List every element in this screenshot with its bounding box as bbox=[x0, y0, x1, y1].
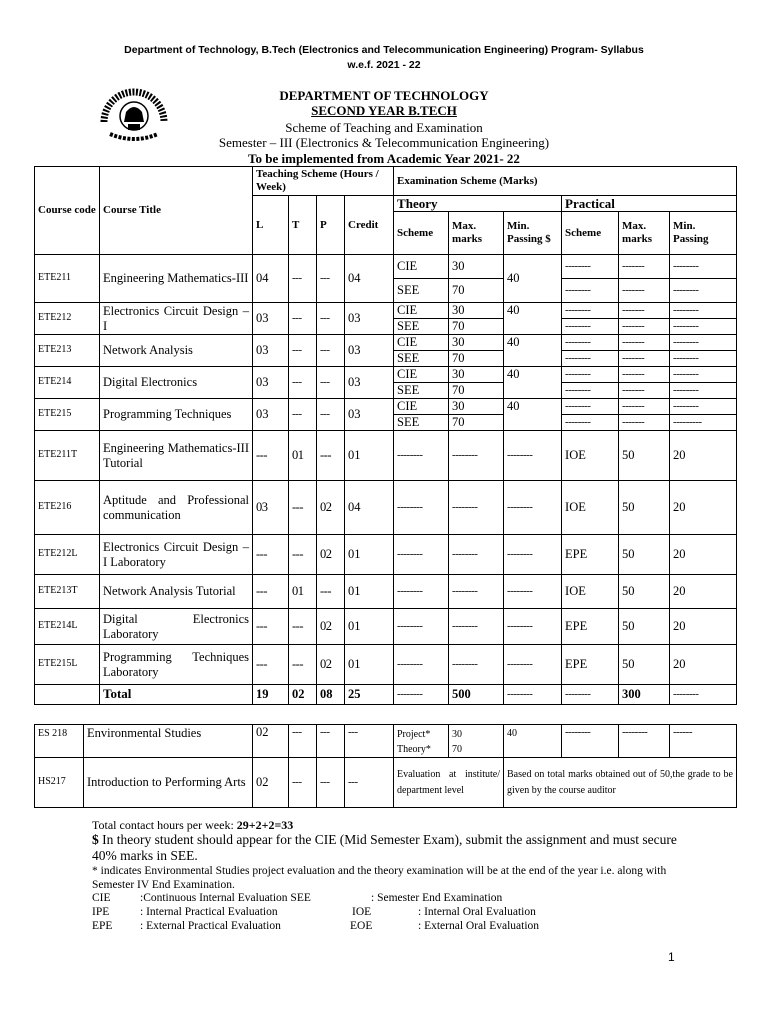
header-course-code: Course code bbox=[35, 167, 100, 255]
theory-scheme: -------- bbox=[394, 645, 449, 685]
practical-min: -------- bbox=[670, 383, 737, 399]
header-t: T bbox=[289, 196, 317, 255]
total-label: Total bbox=[100, 685, 253, 705]
practical-scheme: -------- bbox=[562, 399, 619, 415]
practical-max: 50 bbox=[619, 481, 670, 535]
theory-scheme: CIE bbox=[394, 367, 449, 383]
theory-min: 40 bbox=[504, 303, 562, 335]
header-min-passing: Min. Passing $ bbox=[504, 212, 562, 255]
theory-scheme: -------- bbox=[394, 481, 449, 535]
hours-p: --- bbox=[317, 335, 345, 367]
theory-min: 40 bbox=[504, 255, 562, 303]
theory-max: 70 bbox=[449, 415, 504, 431]
scheme-table bbox=[34, 166, 737, 705]
practical-min: -------- bbox=[670, 351, 737, 367]
theory-min: -------- bbox=[504, 575, 562, 609]
hours-p: --- bbox=[317, 255, 345, 303]
theory-scheme: CIE bbox=[394, 255, 449, 279]
hours-t: --- bbox=[289, 335, 317, 367]
practical-min: -------- bbox=[670, 399, 737, 415]
practical-scheme: -------- bbox=[562, 367, 619, 383]
course-code: ETE215L bbox=[35, 645, 100, 685]
theory-max: 30 bbox=[449, 303, 504, 319]
credit: 01 bbox=[345, 645, 394, 685]
extra-credit: --- bbox=[345, 758, 394, 808]
practical-max: 50 bbox=[619, 645, 670, 685]
total-l: 19 bbox=[253, 685, 289, 705]
theory-min: 40 bbox=[504, 335, 562, 367]
extra-code: ES 218 bbox=[35, 725, 84, 758]
practical-max: ------- bbox=[619, 303, 670, 319]
course-title: Engineering Mathematics-III Tutorial bbox=[100, 431, 253, 481]
extra-max-2: 70 bbox=[452, 744, 462, 755]
header-p: P bbox=[317, 196, 345, 255]
hours-l: 04 bbox=[253, 255, 289, 303]
practical-min: 20 bbox=[670, 609, 737, 645]
hours-p: 02 bbox=[317, 481, 345, 535]
theory-max: 30 bbox=[449, 255, 504, 279]
credit: 01 bbox=[345, 575, 394, 609]
table-row bbox=[35, 481, 737, 535]
practical-min: -------- bbox=[670, 255, 737, 279]
practical-max: 50 bbox=[619, 535, 670, 575]
theory-min: -------- bbox=[504, 609, 562, 645]
abbr-key: EPE bbox=[92, 920, 113, 932]
practical-min: -------- bbox=[670, 279, 737, 303]
semester-title: Semester – III (Electronics & Telecommunication Engineering) bbox=[218, 135, 550, 150]
hours-t: --- bbox=[289, 255, 317, 303]
header-credit: Credit bbox=[345, 196, 394, 255]
credit: 01 bbox=[345, 535, 394, 575]
practical-scheme: -------- bbox=[562, 319, 619, 335]
extra-p: --- bbox=[317, 725, 345, 758]
hours-t: 01 bbox=[289, 575, 317, 609]
hours-p: 02 bbox=[317, 535, 345, 575]
total-row bbox=[35, 685, 737, 705]
course-title: Programming Techniques Laboratory bbox=[100, 645, 253, 685]
extra-title: Environmental Studies bbox=[84, 725, 253, 758]
total-min: -------- bbox=[504, 685, 562, 705]
practical-scheme: EPE bbox=[562, 645, 619, 685]
theory-min: -------- bbox=[504, 481, 562, 535]
course-title: Digital Electronics Laboratory bbox=[100, 609, 253, 645]
hours-l: 03 bbox=[253, 367, 289, 399]
page-number: 1 bbox=[668, 950, 675, 964]
theory-scheme: -------- bbox=[394, 575, 449, 609]
hours-t: 01 bbox=[289, 431, 317, 481]
header-p-min: Min. Passing bbox=[670, 212, 737, 255]
practical-scheme: EPE bbox=[562, 535, 619, 575]
abbr-key2: EOE bbox=[350, 920, 373, 932]
practical-scheme: -------- bbox=[562, 415, 619, 431]
abbr-desc: : External Practical Evaluation bbox=[140, 920, 281, 932]
theory-scheme: SEE bbox=[394, 351, 449, 367]
header-l: L bbox=[253, 196, 289, 255]
practical-min: 20 bbox=[670, 535, 737, 575]
theory-scheme: CIE bbox=[394, 399, 449, 415]
theory-max: -------- bbox=[449, 575, 504, 609]
hours-l: --- bbox=[253, 431, 289, 481]
star-note: * indicates Environmental Studies project evaluation and the theory examination will be at the end of the year i.e. along with Semester IV End Examination. bbox=[92, 865, 667, 891]
hours-p: --- bbox=[317, 303, 345, 335]
practical-scheme: -------- bbox=[562, 335, 619, 351]
course-code: ETE211T bbox=[35, 431, 100, 481]
hours-p: --- bbox=[317, 399, 345, 431]
abbr-key: CIE bbox=[92, 892, 111, 904]
extra-title: Introduction to Performing Arts bbox=[84, 758, 253, 808]
theory-min: 40 bbox=[504, 367, 562, 399]
theory-scheme: SEE bbox=[394, 383, 449, 399]
practical-max: ------- bbox=[619, 383, 670, 399]
hours-p: 02 bbox=[317, 609, 345, 645]
total-p: 08 bbox=[317, 685, 345, 705]
hours-l: --- bbox=[253, 645, 289, 685]
practical-max: ------- bbox=[619, 279, 670, 303]
course-title: Programming Techniques bbox=[100, 399, 253, 431]
practical-min: 20 bbox=[670, 645, 737, 685]
hours-p: --- bbox=[317, 575, 345, 609]
practical-scheme: IOE bbox=[562, 431, 619, 481]
extra-p-min: ------ bbox=[670, 725, 737, 758]
theory-max: -------- bbox=[449, 645, 504, 685]
dollar-note-text: In theory student should appear for the CIE (Mid Semester Exam), submit the assignment and must secure 40% marks in SEE. bbox=[92, 832, 677, 863]
table-row bbox=[35, 725, 737, 758]
practical-min: 20 bbox=[670, 431, 737, 481]
theory-min: -------- bbox=[504, 431, 562, 481]
extra-p-max: -------- bbox=[619, 725, 670, 758]
extra-p-scheme: -------- bbox=[562, 725, 619, 758]
total-t: 02 bbox=[289, 685, 317, 705]
extra-credit: --- bbox=[345, 725, 394, 758]
course-code: ETE214L bbox=[35, 609, 100, 645]
theory-max: 30 bbox=[449, 399, 504, 415]
practical-min: --------- bbox=[670, 415, 737, 431]
theory-min: -------- bbox=[504, 645, 562, 685]
implement-title: To be implemented from Academic Year 2021- 22 bbox=[248, 151, 520, 166]
practical-max: 50 bbox=[619, 575, 670, 609]
header-exam-scheme: Examination Scheme (Marks) bbox=[394, 167, 737, 196]
header-practical: Practical bbox=[562, 196, 737, 212]
credit: 03 bbox=[345, 399, 394, 431]
table-row bbox=[35, 255, 737, 279]
extra-max-1: 30 bbox=[452, 729, 462, 740]
extra-t: --- bbox=[289, 758, 317, 808]
contact-hours bbox=[92, 818, 692, 832]
extra-eval: Evaluation at institute/ department level bbox=[394, 758, 504, 808]
hours-l: --- bbox=[253, 609, 289, 645]
header-p-max: Max. marks bbox=[619, 212, 670, 255]
theory-max: -------- bbox=[449, 481, 504, 535]
practical-max: ------- bbox=[619, 399, 670, 415]
abbr-key2: IOE bbox=[352, 906, 372, 918]
table-row bbox=[35, 367, 737, 383]
hours-l: --- bbox=[253, 535, 289, 575]
practical-max: ------- bbox=[619, 335, 670, 351]
course-code: ETE212L bbox=[35, 535, 100, 575]
extra-l: 02 bbox=[253, 725, 289, 758]
abbr-desc2: : External Oral Evaluation bbox=[418, 920, 540, 932]
dept-title: DEPARTMENT OF TECHNOLOGY bbox=[279, 88, 489, 103]
extra-scheme-1: Project* bbox=[397, 729, 431, 740]
dollar-note bbox=[92, 832, 682, 864]
theory-scheme: CIE bbox=[394, 335, 449, 351]
practical-max: ------- bbox=[619, 367, 670, 383]
credit: 01 bbox=[345, 431, 394, 481]
extra-p: --- bbox=[317, 758, 345, 808]
theory-scheme: -------- bbox=[394, 535, 449, 575]
hours-t: --- bbox=[289, 399, 317, 431]
practical-max: ------- bbox=[619, 319, 670, 335]
extra-t: --- bbox=[289, 725, 317, 758]
practical-max: 50 bbox=[619, 609, 670, 645]
dollar-symbol: $ bbox=[92, 832, 99, 847]
practical-scheme: IOE bbox=[562, 481, 619, 535]
credit: 03 bbox=[345, 335, 394, 367]
theory-max: 70 bbox=[449, 279, 504, 303]
course-title: Electronics Circuit Design –I Laboratory bbox=[100, 535, 253, 575]
table-row bbox=[35, 535, 737, 575]
practical-max: ------- bbox=[619, 415, 670, 431]
header-course-title: Course Title bbox=[100, 167, 253, 255]
course-code: ETE212 bbox=[35, 303, 100, 335]
total-max: 500 bbox=[449, 685, 504, 705]
total-p-min: -------- bbox=[670, 685, 737, 705]
course-code: ETE213T bbox=[35, 575, 100, 609]
extra-scheme-2: Theory* bbox=[397, 744, 431, 755]
table-row bbox=[35, 645, 737, 685]
theory-max: -------- bbox=[449, 535, 504, 575]
abbr-desc2: : Internal Oral Evaluation bbox=[418, 906, 536, 918]
hours-l: --- bbox=[253, 575, 289, 609]
table-row bbox=[35, 399, 737, 415]
table-row bbox=[35, 335, 737, 351]
hours-l: 03 bbox=[253, 335, 289, 367]
theory-scheme: SEE bbox=[394, 319, 449, 335]
practical-min: -------- bbox=[670, 367, 737, 383]
theory-scheme: SEE bbox=[394, 415, 449, 431]
course-title: Network Analysis bbox=[100, 335, 253, 367]
credit: 04 bbox=[345, 255, 394, 303]
abbr-desc2: : Semester End Examination bbox=[371, 892, 503, 904]
course-title: Engineering Mathematics-III bbox=[100, 255, 253, 303]
theory-max: 70 bbox=[449, 319, 504, 335]
practical-min: -------- bbox=[670, 319, 737, 335]
total-credit: 25 bbox=[345, 685, 394, 705]
hours-t: --- bbox=[289, 481, 317, 535]
theory-scheme: CIE bbox=[394, 303, 449, 319]
header-scheme: Scheme bbox=[394, 212, 449, 255]
year-title: SECOND YEAR B.TECH bbox=[311, 103, 457, 118]
theory-max: -------- bbox=[449, 431, 504, 481]
course-title: Aptitude and Professional communication bbox=[100, 481, 253, 535]
credit: 01 bbox=[345, 609, 394, 645]
hours-t: --- bbox=[289, 535, 317, 575]
theory-max: 30 bbox=[449, 367, 504, 383]
running-header-line2: w.e.f. 2021 - 22 bbox=[347, 59, 421, 71]
hours-p: --- bbox=[317, 431, 345, 481]
hours-p: --- bbox=[317, 367, 345, 399]
practical-scheme: -------- bbox=[562, 255, 619, 279]
audit-course-table bbox=[34, 724, 737, 808]
practical-min: 20 bbox=[670, 575, 737, 609]
hours-t: --- bbox=[289, 367, 317, 399]
practical-scheme: IOE bbox=[562, 575, 619, 609]
abbr-key: IPE bbox=[92, 906, 110, 918]
credit: 03 bbox=[345, 367, 394, 399]
extra-min: 40 bbox=[504, 725, 562, 758]
credit: 03 bbox=[345, 303, 394, 335]
practical-scheme: EPE bbox=[562, 609, 619, 645]
running-header-line1: Department of Technology, B.Tech (Electronics and Telecommunication Engineering) Program- Syllabus bbox=[124, 44, 644, 56]
contact-label: Total contact hours per week: bbox=[92, 818, 237, 832]
table-row bbox=[35, 575, 737, 609]
course-title: Network Analysis Tutorial bbox=[100, 575, 253, 609]
credit: 04 bbox=[345, 481, 394, 535]
course-code: ETE211 bbox=[35, 255, 100, 303]
extra-l: 02 bbox=[253, 758, 289, 808]
practical-min: -------- bbox=[670, 303, 737, 319]
hours-t: --- bbox=[289, 645, 317, 685]
header-teaching-scheme: Teaching Scheme (Hours / Week) bbox=[253, 167, 394, 196]
theory-max: 30 bbox=[449, 335, 504, 351]
table-row bbox=[35, 758, 737, 808]
course-code: ETE214 bbox=[35, 367, 100, 399]
hours-l: 03 bbox=[253, 481, 289, 535]
practical-scheme: -------- bbox=[562, 383, 619, 399]
course-code: ETE213 bbox=[35, 335, 100, 367]
table-row bbox=[35, 431, 737, 481]
theory-scheme: SEE bbox=[394, 279, 449, 303]
course-code: ETE215 bbox=[35, 399, 100, 431]
hours-t: --- bbox=[289, 303, 317, 335]
total-scheme: -------- bbox=[394, 685, 449, 705]
header-p-scheme: Scheme bbox=[562, 212, 619, 255]
contact-value: 29+2+2=33 bbox=[236, 818, 294, 832]
hours-t: --- bbox=[289, 609, 317, 645]
total-p-max: 300 bbox=[619, 685, 670, 705]
practical-max: 50 bbox=[619, 431, 670, 481]
theory-max: 70 bbox=[449, 383, 504, 399]
theory-scheme: -------- bbox=[394, 431, 449, 481]
total-p-scheme: -------- bbox=[562, 685, 619, 705]
theory-min: -------- bbox=[504, 535, 562, 575]
scheme-title: Scheme of Teaching and Examination bbox=[285, 120, 483, 135]
practical-scheme: -------- bbox=[562, 351, 619, 367]
abbr-desc: :Continuous Internal Evaluation SEE bbox=[140, 892, 311, 904]
header-theory: Theory bbox=[394, 196, 562, 212]
course-title: Electronics Circuit Design –I bbox=[100, 303, 253, 335]
extra-code: HS217 bbox=[35, 758, 84, 808]
header-max-marks: Max. marks bbox=[449, 212, 504, 255]
practical-min: 20 bbox=[670, 481, 737, 535]
table-row bbox=[35, 609, 737, 645]
table-row bbox=[35, 303, 737, 319]
theory-scheme: -------- bbox=[394, 609, 449, 645]
practical-max: ------- bbox=[619, 255, 670, 279]
hours-p: 02 bbox=[317, 645, 345, 685]
course-code: ETE216 bbox=[35, 481, 100, 535]
practical-max: ------- bbox=[619, 351, 670, 367]
practical-scheme: -------- bbox=[562, 303, 619, 319]
theory-min: 40 bbox=[504, 399, 562, 431]
extra-note: Based on total marks obtained out of 50,the grade to be given by the course auditor bbox=[504, 758, 737, 808]
course-title: Digital Electronics bbox=[100, 367, 253, 399]
theory-max: 70 bbox=[449, 351, 504, 367]
hours-l: 03 bbox=[253, 303, 289, 335]
theory-max: -------- bbox=[449, 609, 504, 645]
practical-scheme: -------- bbox=[562, 279, 619, 303]
hours-l: 03 bbox=[253, 399, 289, 431]
practical-min: -------- bbox=[670, 335, 737, 351]
abbr-desc: : Internal Practical Evaluation bbox=[140, 906, 278, 918]
